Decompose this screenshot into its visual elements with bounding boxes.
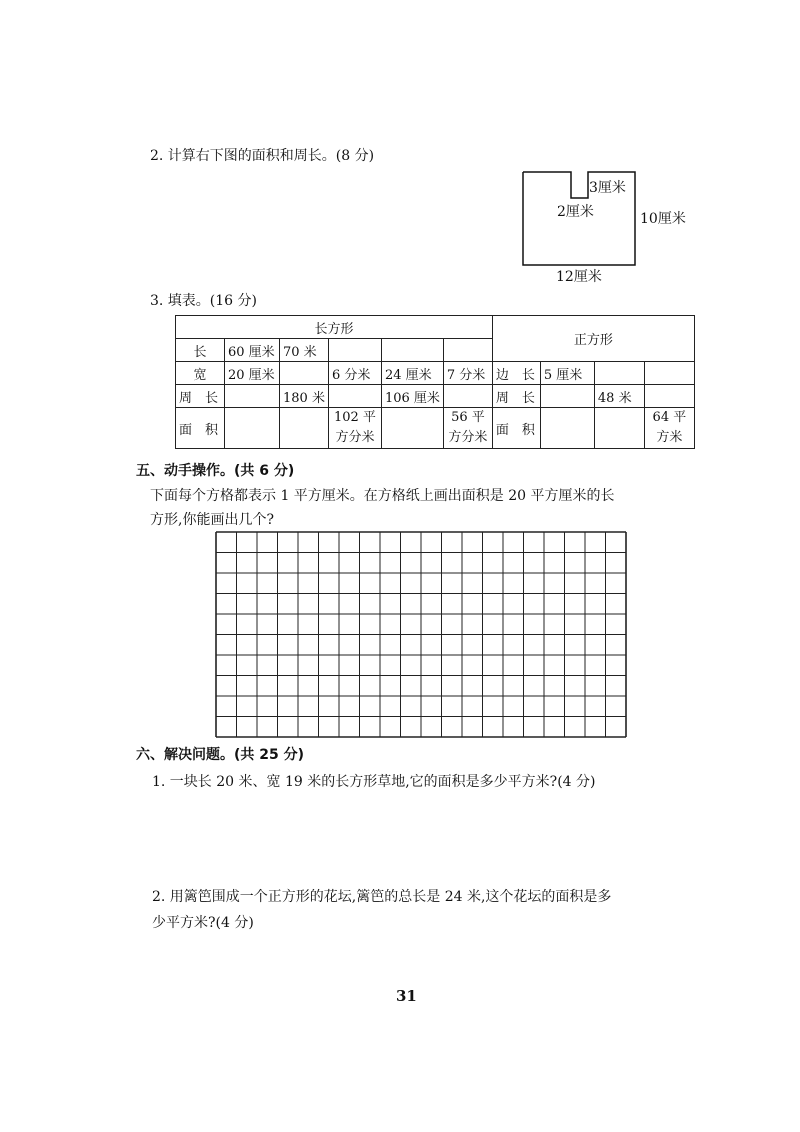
row-label-perimeter: 周 长 bbox=[176, 385, 225, 408]
cell bbox=[594, 362, 644, 385]
row-label-area: 面 积 bbox=[176, 408, 225, 449]
cell bbox=[540, 408, 594, 449]
cell bbox=[328, 339, 381, 362]
label-12cm: 12厘米 bbox=[556, 269, 602, 285]
page-number: 31 bbox=[396, 987, 417, 1005]
cell bbox=[644, 362, 694, 385]
sec5-text-line2: 方形,你能画出几个? bbox=[150, 512, 274, 528]
sec6-q2-line1: 2. 用篱笆围成一个正方形的花坛,篱笆的总长是 24 米,这个花坛的面积是多 bbox=[152, 889, 612, 905]
cell: 102 平方分米 bbox=[328, 408, 381, 449]
cell: 24 厘米 bbox=[381, 362, 443, 385]
row-label-side: 边 长 bbox=[492, 362, 540, 385]
cell bbox=[328, 385, 381, 408]
row-label-length: 长 bbox=[176, 339, 225, 362]
cell: 106 厘米 bbox=[381, 385, 443, 408]
label-2cm: 2厘米 bbox=[557, 204, 594, 220]
cell bbox=[381, 339, 443, 362]
cell: 64 平方米 bbox=[644, 408, 694, 449]
sec6-q1: 1. 一块长 20 米、宽 19 米的长方形草地,它的面积是多少平方米?(4 分) bbox=[152, 774, 596, 790]
cell: 6 分米 bbox=[328, 362, 381, 385]
cell: 70 米 bbox=[280, 339, 329, 362]
cell: 5 厘米 bbox=[540, 362, 594, 385]
cell bbox=[644, 385, 694, 408]
cell bbox=[540, 385, 594, 408]
cell: 180 米 bbox=[280, 385, 329, 408]
row-label-perimeter: 周 长 bbox=[492, 385, 540, 408]
cell bbox=[280, 408, 329, 449]
label-3cm: 3厘米 bbox=[589, 180, 626, 196]
q2-prompt: 2. 计算右下图的面积和周长。(8 分) bbox=[150, 148, 375, 164]
q3-prompt: 3. 填表。(16 分) bbox=[150, 293, 257, 309]
label-10cm: 10厘米 bbox=[640, 211, 686, 227]
cell bbox=[443, 339, 492, 362]
cell: 20 厘米 bbox=[225, 362, 280, 385]
cell: 60 厘米 bbox=[225, 339, 280, 362]
fill-table bbox=[175, 315, 695, 449]
row-label-width: 宽 bbox=[176, 362, 225, 385]
cell bbox=[225, 408, 280, 449]
row-label-area: 面 积 bbox=[492, 408, 540, 449]
sec5-text-line1: 下面每个方格都表示 1 平方厘米。在方格纸上画出面积是 20 平方厘米的长 bbox=[150, 488, 615, 504]
square-header: 正方形 bbox=[492, 316, 694, 362]
cell: 56 平方分米 bbox=[443, 408, 492, 449]
square-grid-paper bbox=[214, 530, 630, 742]
cell bbox=[443, 385, 492, 408]
cell: 7 分米 bbox=[443, 362, 492, 385]
rect-header: 长方形 bbox=[176, 316, 493, 339]
cell bbox=[594, 408, 644, 449]
cell bbox=[225, 385, 280, 408]
sec6-heading: 六、解决问题。(共 25 分) bbox=[136, 747, 305, 763]
cell bbox=[280, 362, 329, 385]
cell: 48 米 bbox=[594, 385, 644, 408]
sec5-heading: 五、动手操作。(共 6 分) bbox=[136, 463, 295, 479]
sec6-q2-line2: 少平方米?(4 分) bbox=[152, 915, 254, 931]
cell bbox=[381, 408, 443, 449]
